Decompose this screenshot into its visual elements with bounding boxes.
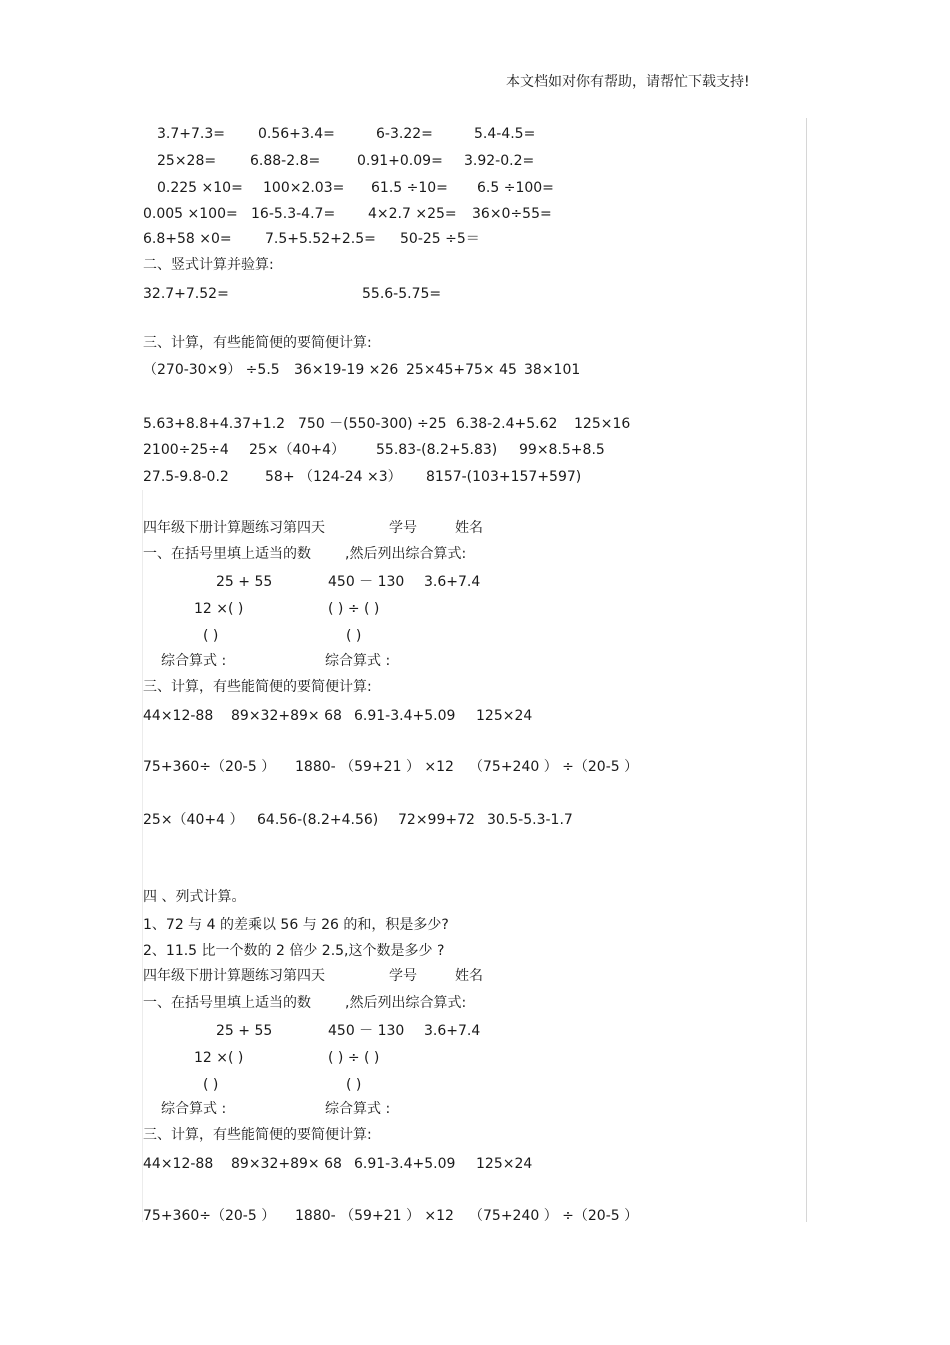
exercise-text: 32.7+7.52= bbox=[143, 286, 229, 302]
left-margin-rule bbox=[142, 490, 143, 1222]
exercise-text: ( ) ÷ ( ) bbox=[328, 601, 380, 617]
exercise-text: 6.91-3.4+5.09 bbox=[354, 1156, 456, 1172]
exercise-text: 一、在括号里填上适当的数 bbox=[143, 995, 311, 1011]
exercise-text: 6.8+58 ×0= bbox=[143, 231, 232, 247]
exercise-text: 44×12-88 bbox=[143, 1156, 214, 1172]
exercise-text: 综合算式 : bbox=[161, 653, 227, 669]
exercise-text: 50-25 ÷5＝ bbox=[400, 231, 480, 247]
exercise-text: 8157-(103+157+597) bbox=[426, 469, 582, 485]
exercise-text: 125×16 bbox=[574, 416, 631, 432]
exercise-text: 6.38-2.4+5.62 bbox=[456, 416, 558, 432]
page-header: 本文档如对你有帮助，请帮忙下载支持! bbox=[506, 74, 750, 90]
exercise-text: 3.6+7.4 bbox=[424, 574, 481, 590]
exercise-text: 三、计算，有些能简便的要简便计算: bbox=[143, 1127, 372, 1143]
exercise-text: 750 －(550-300) ÷25 bbox=[298, 416, 447, 432]
exercise-text: 55.6-5.75= bbox=[362, 286, 442, 302]
exercise-text: 5.63+8.8+4.37+1.2 bbox=[143, 416, 286, 432]
exercise-text: （75+240 ） ÷（20-5 ） bbox=[469, 759, 639, 775]
exercise-text: （75+240 ） ÷（20-5 ） bbox=[469, 1208, 639, 1224]
exercise-text: 89×32+89× 68 bbox=[231, 1156, 342, 1172]
exercise-text: 64.56-(8.2+4.56) bbox=[257, 812, 379, 828]
exercise-text: 25×（40+4 ） bbox=[143, 812, 244, 828]
exercise-text: 99×8.5+8.5 bbox=[519, 442, 605, 458]
exercise-text: 100×2.03= bbox=[263, 180, 345, 196]
exercise-text: 75+360÷（20-5 ） bbox=[143, 1208, 276, 1224]
exercise-text: ( ) bbox=[346, 1077, 362, 1093]
exercise-text: 25×45+75× 45 bbox=[406, 362, 517, 378]
exercise-text: ( ) ÷ ( ) bbox=[328, 1050, 380, 1066]
exercise-text: 44×12-88 bbox=[143, 708, 214, 724]
exercise-text: 72×99+72 bbox=[398, 812, 475, 828]
exercise-text: 55.83-(8.2+5.83) bbox=[376, 442, 498, 458]
exercise-text: 综合算式 : bbox=[161, 1101, 227, 1117]
exercise-text: 1880- （59+21 ） ×12 bbox=[295, 1208, 454, 1224]
exercise-text: 3.6+7.4 bbox=[424, 1023, 481, 1039]
exercise-text: 3.92-0.2= bbox=[464, 153, 535, 169]
right-margin-rule bbox=[806, 118, 807, 1222]
exercise-text: 25 + 55 bbox=[216, 574, 273, 590]
exercise-text: 4×2.7 ×25= bbox=[368, 206, 457, 222]
exercise-text: 三、计算，有些能简便的要简便计算: bbox=[143, 335, 372, 351]
exercise-text: 125×24 bbox=[476, 708, 533, 724]
exercise-text: 89×32+89× 68 bbox=[231, 708, 342, 724]
exercise-text: 27.5-9.8-0.2 bbox=[143, 469, 229, 485]
exercise-text: 二、竖式计算并验算: bbox=[143, 257, 274, 273]
exercise-text: 450 － 130 bbox=[328, 1023, 405, 1039]
exercise-text: 12 ×( ) bbox=[194, 1050, 244, 1066]
exercise-text: ( ) bbox=[203, 628, 219, 644]
exercise-text: 综合算式 : bbox=[325, 653, 391, 669]
exercise-text: 16-5.3-4.7= bbox=[251, 206, 336, 222]
exercise-text: 1880- （59+21 ） ×12 bbox=[295, 759, 454, 775]
exercise-text: 四 、列式计算。 bbox=[143, 889, 246, 905]
exercise-text: 学号 bbox=[389, 520, 417, 536]
exercise-text: 2100÷25÷4 bbox=[143, 442, 229, 458]
exercise-text: 61.5 ÷10= bbox=[371, 180, 448, 196]
exercise-text: ,然后列出综合算式: bbox=[345, 546, 467, 562]
exercise-text: 姓名 bbox=[455, 968, 483, 984]
exercise-text: 三、计算，有些能简便的要简便计算: bbox=[143, 679, 372, 695]
exercise-text: 58+ （124-24 ×3） bbox=[265, 469, 402, 485]
exercise-text: 姓名 bbox=[455, 520, 483, 536]
exercise-text: 6-3.22= bbox=[376, 126, 433, 142]
exercise-text: 0.91+0.09= bbox=[357, 153, 443, 169]
exercise-text: 125×24 bbox=[476, 1156, 533, 1172]
exercise-text: 学号 bbox=[389, 968, 417, 984]
exercise-text: 450 － 130 bbox=[328, 574, 405, 590]
exercise-text: 6.91-3.4+5.09 bbox=[354, 708, 456, 724]
exercise-text: 7.5+5.52+2.5= bbox=[265, 231, 376, 247]
exercise-text: 3.7+7.3= bbox=[157, 126, 225, 142]
exercise-text: 36×0÷55= bbox=[472, 206, 552, 222]
exercise-text: 0.225 ×10= bbox=[157, 180, 243, 196]
exercise-text: 0.005 ×100= bbox=[143, 206, 238, 222]
exercise-text: 0.56+3.4= bbox=[258, 126, 335, 142]
exercise-text: ( ) bbox=[203, 1077, 219, 1093]
exercise-text: 25×28= bbox=[157, 153, 217, 169]
exercise-text: 1、72 与 4 的差乘以 56 与 26 的和，积是多少? bbox=[143, 917, 449, 933]
exercise-text: 38×101 bbox=[524, 362, 581, 378]
exercise-text: 12 ×( ) bbox=[194, 601, 244, 617]
exercise-text: 四年级下册计算题练习第四天 bbox=[143, 520, 325, 536]
exercise-text: 一、在括号里填上适当的数 bbox=[143, 546, 311, 562]
exercise-text: ,然后列出综合算式: bbox=[345, 995, 467, 1011]
exercise-text: 75+360÷（20-5 ） bbox=[143, 759, 276, 775]
exercise-text: 5.4-4.5= bbox=[474, 126, 536, 142]
exercise-text: ( ) bbox=[346, 628, 362, 644]
exercise-text: （270-30×9） ÷5.5 bbox=[143, 362, 280, 378]
exercise-text: 6.88-2.8= bbox=[250, 153, 321, 169]
exercise-text: 30.5-5.3-1.7 bbox=[487, 812, 573, 828]
exercise-text: 36×19-19 ×26 bbox=[294, 362, 399, 378]
exercise-text: 25 + 55 bbox=[216, 1023, 273, 1039]
exercise-text: 2、11.5 比一个数的 2 倍少 2.5,这个数是多少 ? bbox=[143, 943, 445, 959]
exercise-text: 6.5 ÷100= bbox=[477, 180, 554, 196]
exercise-text: 四年级下册计算题练习第四天 bbox=[143, 968, 325, 984]
exercise-text: 25×（40+4） bbox=[249, 442, 345, 458]
exercise-text: 综合算式 : bbox=[325, 1101, 391, 1117]
